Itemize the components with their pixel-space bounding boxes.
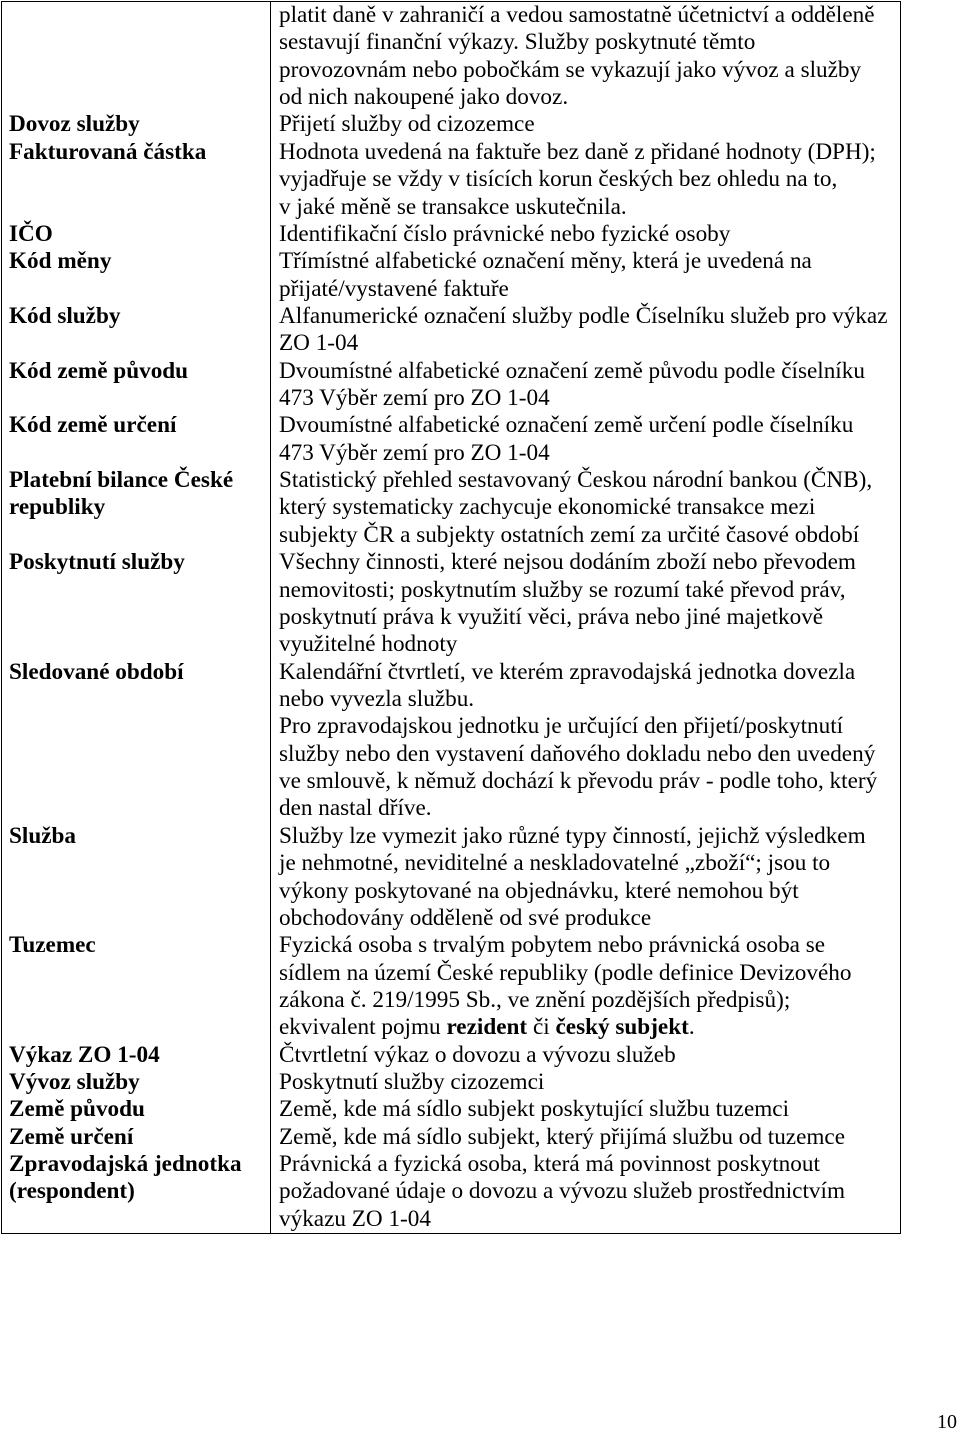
definition-line: využitelné hodnoty (279, 631, 458, 658)
glossary-row (2, 1069, 900, 1096)
definition-line: sestavují finanční výkazy. Služby poskytnuté těmto (279, 29, 756, 56)
glossary-row (2, 467, 900, 549)
text-segment: . (688, 1014, 695, 1041)
glossary-definition (271, 2, 900, 111)
glossary-definition (271, 549, 900, 658)
glossary-term (2, 2, 271, 111)
definition-line: Služby lze vymezit jako různé typy činností, jejichž výsledkem (279, 822, 866, 849)
definition-line: 473 Výběr zemí pro ZO 1-04 (279, 439, 550, 466)
glossary-term (2, 221, 271, 248)
definition-line: Hodnota uvedená na faktuře bez daně z přidané hodnoty (DPH); (279, 138, 876, 165)
glossary-definition (271, 139, 900, 221)
definition-line: provozovnám nebo pobočkám se vykazují jako vývoz a služby (279, 56, 862, 83)
definition-line: Země, kde má sídlo subjekt, který přijímá službu od tuzemce (279, 1123, 846, 1150)
glossary-definition (271, 358, 900, 413)
glossary-row (2, 1096, 900, 1123)
definition-line: sídlem na území České republiky (podle definice Devizového (279, 959, 852, 986)
glossary-row (2, 358, 900, 413)
definition-line: poskytnutí práva k využití věci, práva nebo jiné majetkově (279, 603, 824, 630)
definition-line: Právnická a fyzická osoba, která má povinnost poskytnout (279, 1151, 820, 1178)
glossary-row (2, 303, 900, 358)
definition-line: Alfanumerické označení služby podle Číselníku služeb pro výkaz (279, 302, 888, 329)
glossary-term (2, 358, 271, 413)
term-line: Služba (9, 822, 77, 849)
glossary-row (2, 2, 900, 111)
definition-line: ZO 1-04 (279, 330, 359, 357)
term-line: Tuzemec (9, 932, 96, 959)
definition-line: Třímístné alfabetické označení měny, která je uvedená na (279, 248, 812, 275)
glossary-definition (271, 823, 900, 932)
definition-line: nemovitosti; poskytnutím služby se rozumí také převod práv, (279, 576, 846, 603)
term-line: Sledované období (9, 658, 184, 685)
glossary-row (2, 823, 900, 932)
glossary-definition (271, 1151, 900, 1233)
glossary-definition (271, 303, 900, 358)
term-line: Kód země původu (9, 357, 189, 384)
term-line: (respondent) (9, 1178, 135, 1205)
glossary-definition (271, 1096, 900, 1123)
definition-line: výkony poskytované na objednávku, které nemohou být (279, 877, 799, 904)
definition-line: obchodovány odděleně od své produkce (279, 904, 652, 931)
glossary-row (2, 111, 900, 138)
term-line: Kód měny (9, 248, 112, 275)
definition-line: subjekty ČR a subjekty ostatních zemí za určité časové období (279, 521, 860, 548)
glossary-row (2, 1124, 900, 1151)
emphasized-term: český subjekt (555, 1014, 689, 1041)
glossary-term (2, 659, 271, 823)
term-line: IČO (9, 220, 53, 247)
definition-line: Identifikační číslo právnické nebo fyzické osoby (279, 220, 731, 247)
definition-line: od nich nakoupené jako dovoz. (279, 84, 569, 111)
glossary-row (2, 412, 900, 467)
definition-line: přijaté/vystavené faktuře (279, 275, 509, 302)
definition-line: Fyzická osoba s trvalým pobytem nebo právnická osoba se (279, 932, 826, 959)
definition-line: 473 Výběr zemí pro ZO 1-04 (279, 385, 550, 412)
definition-line: který systematicky zachycuje ekonomické transakce mezi (279, 494, 816, 521)
definition-line (279, 1014, 900, 1041)
term-line: Kód služby (9, 302, 121, 329)
definition-line: Přijetí služby od cizozemce (279, 111, 535, 138)
term-line: Dovoz služby (9, 111, 140, 138)
glossary-row (2, 932, 900, 1041)
definition-line: Všechny činnosti, které nejsou dodáním zboží nebo převodem (279, 549, 856, 576)
term-line: Výkaz ZO 1-04 (9, 1041, 160, 1068)
text-segment: či (527, 1014, 556, 1041)
glossary-row (2, 659, 900, 823)
glossary-row (2, 248, 900, 303)
glossary-definition (271, 659, 900, 823)
glossary-row (2, 1151, 900, 1233)
glossary-definition (271, 111, 900, 138)
glossary-definition (271, 467, 900, 549)
term-line: Země určení (9, 1123, 134, 1150)
glossary-row (2, 549, 900, 658)
glossary-term (2, 248, 271, 303)
glossary-term (2, 467, 271, 549)
definition-line: vyjadřuje se vždy v tisících korun českých bez ohledu na to, (279, 166, 838, 193)
glossary-row (2, 221, 900, 248)
definition-line: Statistický přehled sestavovaný Českou národní bankou (ČNB), (279, 467, 873, 494)
glossary-term (2, 412, 271, 467)
term-line: Vývoz služby (9, 1069, 140, 1096)
glossary-term (2, 1124, 271, 1151)
glossary-term (2, 139, 271, 221)
definition-line: den nastal dříve. (279, 795, 432, 822)
term-line: republiky (9, 494, 106, 521)
definition-line: Pro zpravodajskou jednotku je určující den přijetí/poskytnutí (279, 713, 844, 740)
term-line: Poskytnutí služby (9, 549, 185, 576)
glossary-term (2, 1151, 271, 1233)
definition-line: Kalendářní čtvrtletí, ve kterém zpravodajská jednotka dovezla (279, 658, 856, 685)
glossary-term (2, 823, 271, 932)
definition-line: Země, kde má sídlo subjekt poskytující službu tuzemci (279, 1096, 790, 1123)
term-line: Fakturovaná částka (9, 138, 207, 165)
glossary-term (2, 1042, 271, 1069)
glossary-table (1, 1, 901, 1234)
glossary-definition (271, 1124, 900, 1151)
term-line: Platební bilance České (9, 467, 234, 494)
definition-line: nebo vyvezla službu. (279, 685, 475, 712)
definition-line: požadované údaje o dovozu a vývozu služeb prostřednictvím (279, 1178, 845, 1205)
term-line: Kód země určení (9, 412, 177, 439)
glossary-definition (271, 248, 900, 303)
glossary-definition (271, 1042, 900, 1069)
definition-line: zákona č. 219/1995 Sb., ve znění pozdějších předpisů); (279, 986, 791, 1013)
term-line: Země původu (9, 1096, 145, 1123)
glossary-term (2, 1069, 271, 1096)
term-line: Zpravodajská jednotka (9, 1151, 242, 1178)
glossary-definition (271, 221, 900, 248)
definition-line: v jaké měně se transakce uskutečnila. (279, 193, 627, 220)
definition-line: služby nebo den vystavení daňového dokladu nebo den uvedený (279, 740, 876, 767)
text-segment: ekvivalent pojmu (279, 1014, 447, 1041)
definition-line: platit daně v zahraničí a vedou samostatně účetnictví a odděleně (279, 2, 875, 28)
emphasized-term: rezident (446, 1014, 528, 1041)
definition-line: Čtvrtletní výkaz o dovozu a vývozu služeb (279, 1041, 676, 1068)
definition-line: výkazu ZO 1-04 (279, 1205, 431, 1232)
glossary-term (2, 111, 271, 138)
glossary-term (2, 303, 271, 358)
definition-line: ve smlouvě, k němuž dochází k převodu práv - podle toho, který (279, 768, 878, 795)
glossary-term (2, 549, 271, 658)
glossary-row (2, 1042, 900, 1069)
glossary-term (2, 932, 271, 1041)
glossary-row (2, 139, 900, 221)
glossary-definition (271, 1069, 900, 1096)
glossary-definition (271, 932, 900, 1041)
glossary-term (2, 1096, 271, 1123)
definition-line: Dvoumístné alfabetické označení země původu podle číselníku (279, 357, 865, 384)
definition-line: je nehmotné, neviditelné a neskladovatelné „zboží“; jsou to (279, 850, 831, 877)
page-number: 10 (937, 1411, 957, 1433)
glossary-definition (271, 412, 900, 467)
definition-line: Poskytnutí služby cizozemci (279, 1069, 545, 1096)
definition-line: Dvoumístné alfabetické označení země určení podle číselníku (279, 412, 854, 439)
